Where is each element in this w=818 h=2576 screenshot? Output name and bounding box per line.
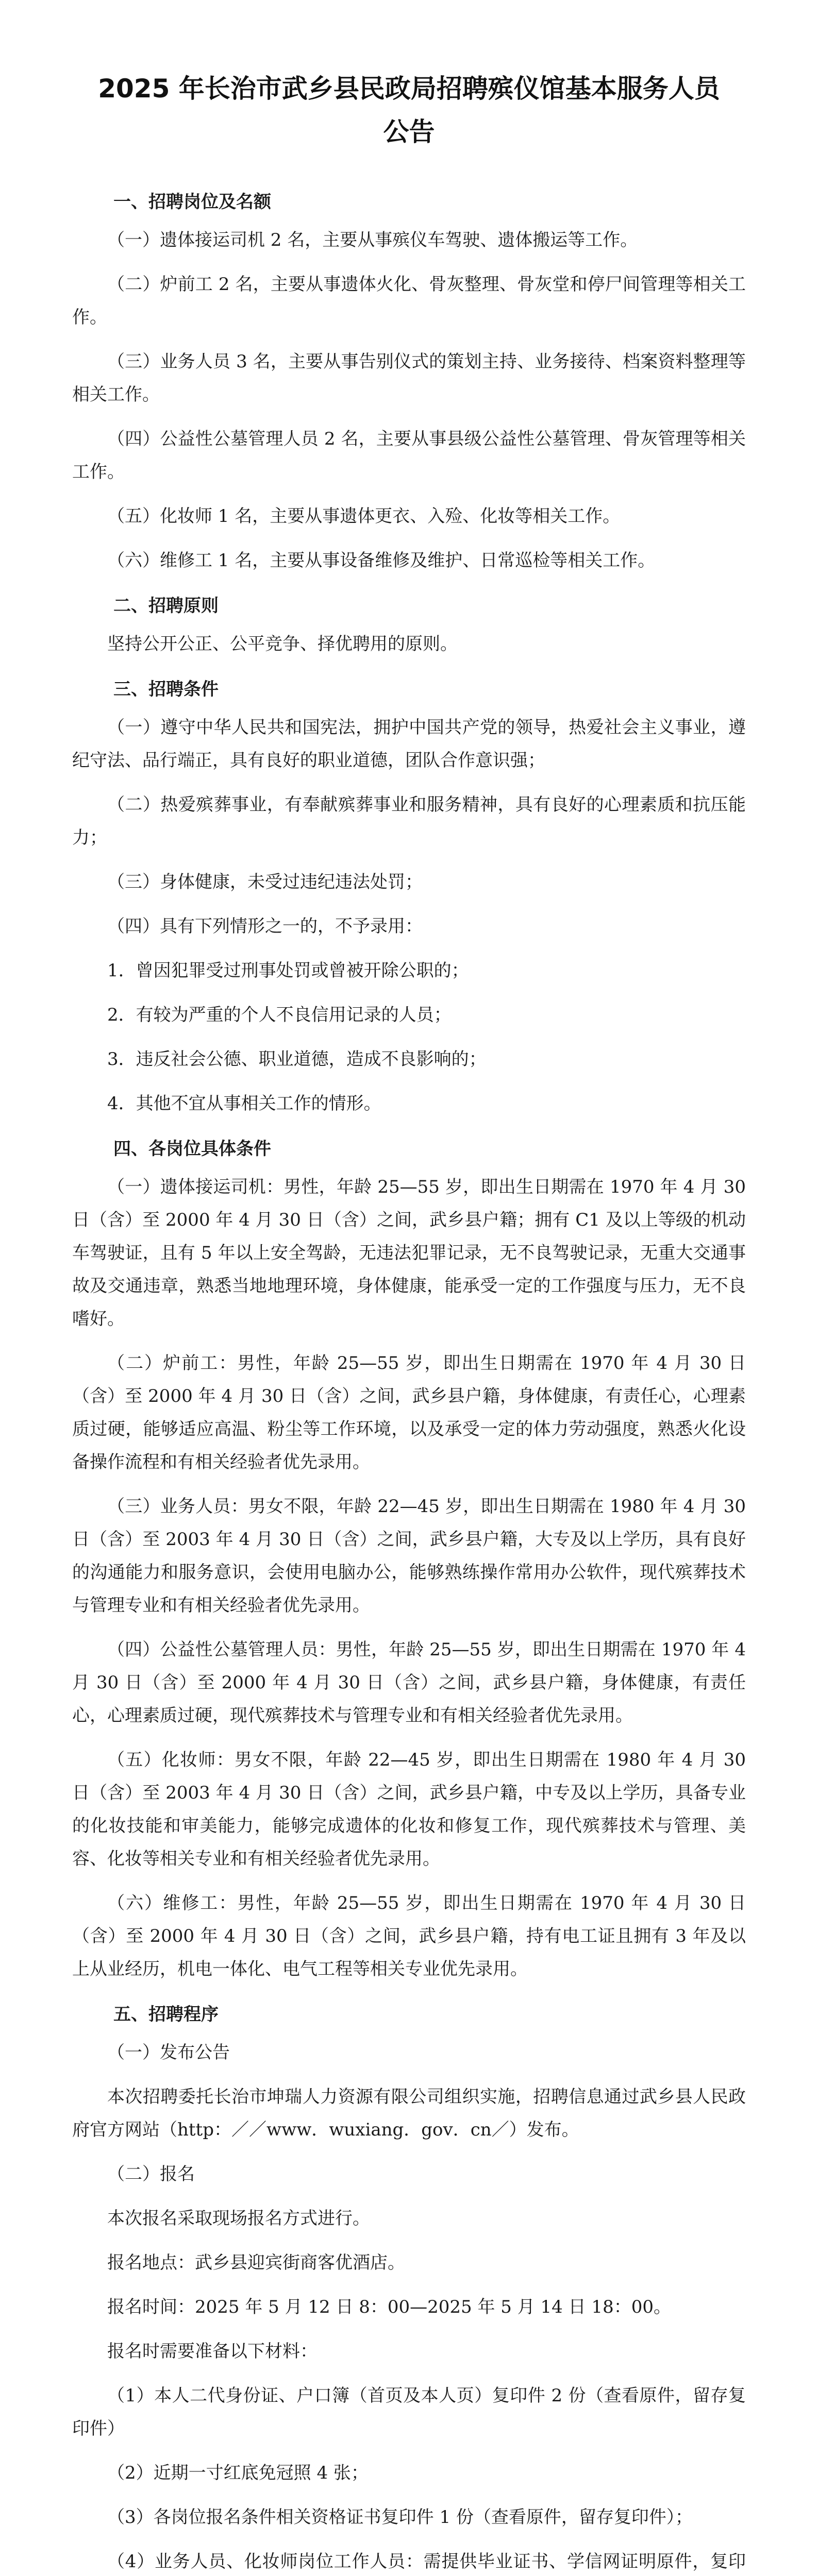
- paragraph: （二）报名: [107, 2164, 195, 2184]
- paragraph: （4）业务人员、化妆师岗位工作人员：需提供毕业证书、学信网证明原件，复印: [107, 2551, 746, 2572]
- section-heading: 三、招聘条件: [113, 679, 219, 700]
- paragraph: （2）近期一寸红底免冠照 4 张；: [107, 2463, 369, 2483]
- paragraph: （一）遵守中华人民共和国宪法，拥护中国共产党的领导，热爱社会主义事业，遵纪守法、品行端正，具有良好的职业道德，团队合作意识强；: [72, 717, 746, 771]
- document-body: [72, 184, 746, 2576]
- paragraph: （一）遗体接运司机 2 名，主要从事殡仪车驾驶、遗体搬运等工作。: [107, 230, 638, 250]
- paragraph: （一）遗体接运司机：男性，年龄 25—55 岁，即出生日期需在 1970 年 4 月 30 日（含）至 2000 年 4 月 30 日（含）之间，武乡县户籍；拥有 C1 及以上等级的机动车驾驶证，且有 5 年以上安全驾龄，无违法犯罪记录，无不良驾驶记录，无重大交通事故及交通违章，熟悉当地地理环境，身体健康，能承受一定的工作强度与压力，无不良嗜好。: [72, 1177, 746, 1329]
- paragraph: （六）维修工：男性，年龄 25—55 岁，即出生日期需在 1970 年 4 月 30 日（含）至 2000 年 4 月 30 日（含）之间，武乡县户籍，持有电工证且拥有 3 年及以上从业经历，机电一体化、电气工程等相关专业优先录用。: [72, 1893, 746, 1979]
- paragraph: （1）本人二代身份证、户口簿（首页及本人页）复印件 2 份（查看原件，留存复印件）: [72, 2385, 746, 2439]
- paragraph: （三）业务人员 3 名，主要从事告别仪式的策划主持、业务接待、档案资料整理等相关工作。: [72, 351, 746, 405]
- paragraph: （五）化妆师：男女不限，年龄 22—45 岁，即出生日期需在 1980 年 4 月 30 日（含）至 2003 年 4 月 30 日（含）之间，武乡县户籍，中专及以上学历，具备专业的化妆技能和审美能力，能够完成遗体的化妆和修复工作，现代殡葬技术与管理、美容、化妆等相关专业和有相关经验者优先录用。: [72, 1750, 746, 1869]
- paragraph: （二）热爱殡葬事业，有奉献殡葬事业和服务精神，具有良好的心理素质和抗压能力；: [72, 794, 746, 848]
- paragraph: 本次报名采取现场报名方式进行。: [107, 2208, 370, 2229]
- paragraph: 本次招聘委托长治市坤瑞人力资源有限公司组织实施，招聘信息通过武乡县人民政府官方网站（http：／／www．wuxiang．gov．cn／）发布。: [72, 2087, 746, 2140]
- paragraph: （二）炉前工 2 名，主要从事遗体火化、骨灰整理、骨灰堂和停尸间管理等相关工作。: [72, 274, 746, 328]
- paragraph: 坚持公开公正、公平竞争、择优聘用的原则。: [107, 634, 458, 654]
- paragraph: 报名时间：2025 年 5 月 12 日 8：00—2025 年 5 月 14 日 18：00。: [107, 2297, 671, 2317]
- paragraph: 4．其他不宜从事相关工作的情形。: [107, 1093, 381, 1114]
- paragraph: （3）各岗位报名条件相关资格证书复印件 1 份（查看原件，留存复印件）；: [107, 2507, 693, 2528]
- paragraph: 1．曾因犯罪受过刑事处罚或曾被开除公职的；: [107, 960, 469, 981]
- paragraph: （四）公益性公墓管理人员：男性，年龄 25—55 岁，即出生日期需在 1970 年 4 月 30 日（含）至 2000 年 4 月 30 日（含）之间，武乡县户籍，身体健康，有责任心，心理素质过硬，现代殡葬技术与管理专业和有相关经验者优先录用。: [72, 1639, 746, 1726]
- paragraph: （一）发布公告: [107, 2042, 230, 2063]
- paragraph: （五）化妆师 1 名，主要从事遗体更衣、入殓、化妆等相关工作。: [107, 506, 621, 527]
- section-heading: 四、各岗位具体条件: [113, 1139, 271, 1159]
- paragraph: 2．有较为严重的个人不良信用记录的人员；: [107, 1005, 452, 1025]
- section-heading: 五、招聘程序: [113, 2004, 219, 2025]
- paragraph: 3．违反社会公德、职业道德，造成不良影响的；: [107, 1049, 487, 1070]
- paragraph: （二）炉前工：男性，年龄 25—55 岁，即出生日期需在 1970 年 4 月 30 日（含）至 2000 年 4 月 30 日（含）之间，武乡县户籍，身体健康，有责任心，心理素质过硬，能够适应高温、粉尘等工作环境，以及承受一定的体力劳动强度，熟悉火化设备操作流程和有相关经验者优先录用。: [72, 1353, 746, 1472]
- paragraph: 报名地点：武乡县迎宾街商客优酒店。: [107, 2252, 405, 2273]
- paragraph: （三）业务人员：男女不限，年龄 22—45 岁，即出生日期需在 1980 年 4 月 30 日（含）至 2003 年 4 月 30 日（含）之间，武乡县户籍，大专及以上学历，具有良好的沟通能力和服务意识，会使用电脑办公，能够熟练操作常用办公软件，现代殡葬技术与管理专业和有相关经验者优先录用。: [72, 1496, 746, 1616]
- section-heading: 二、招聘原则: [113, 596, 219, 616]
- paragraph: （六）维修工 1 名，主要从事设备维修及维护、日常巡检等相关工作。: [107, 550, 656, 571]
- paragraph: 报名时需要准备以下材料：: [107, 2341, 318, 2362]
- section-heading: 一、招聘岗位及名额: [113, 192, 271, 212]
- page-title: 2025 年长治市武乡县民政局招聘殡仪馆基本服务人员公告: [98, 74, 720, 147]
- paragraph: （四）具有下列情形之一的，不予录用：: [107, 916, 423, 937]
- paragraph: （三）身体健康，未受过违纪违法处罚；: [107, 872, 423, 892]
- paragraph: （四）公益性公墓管理人员 2 名，主要从事县级公益性公墓管理、骨灰管理等相关工作。: [72, 429, 746, 482]
